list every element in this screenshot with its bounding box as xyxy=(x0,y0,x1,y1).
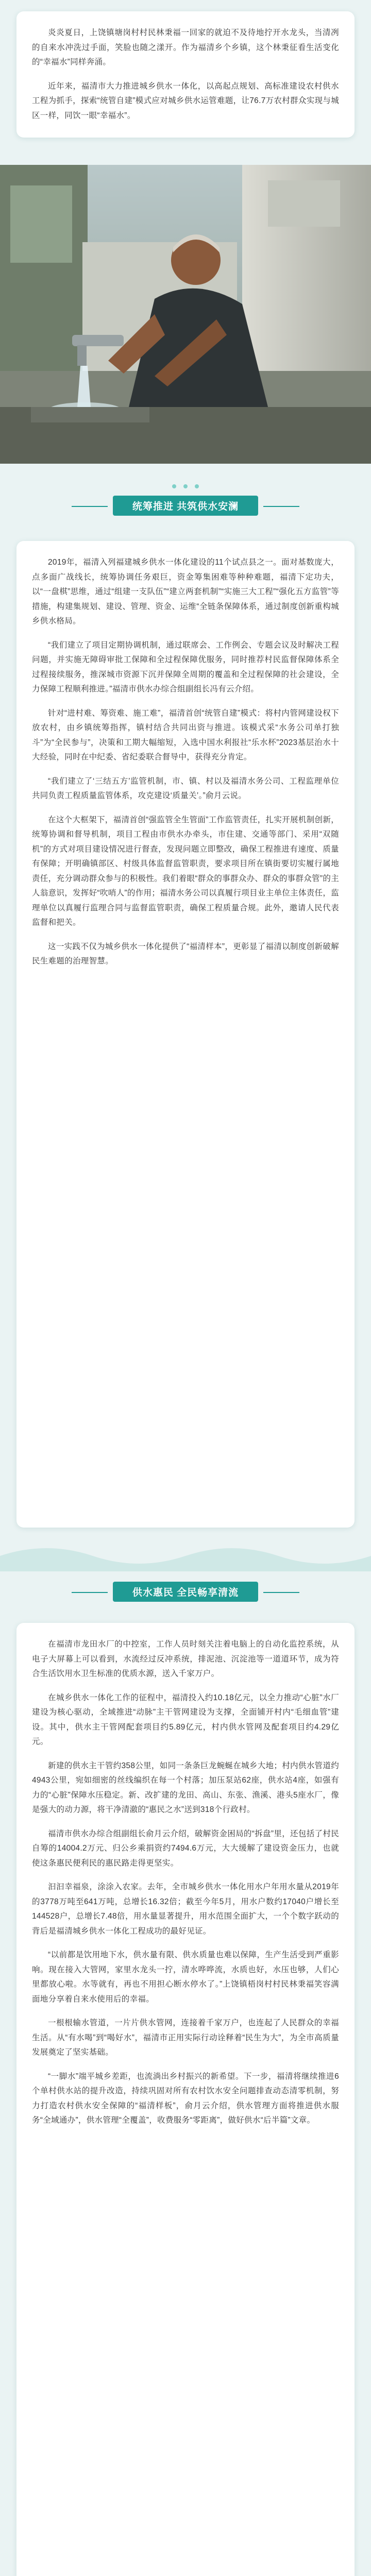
section2-title: 供水惠民 全民畅享清流 xyxy=(113,1582,258,1602)
intro-paragraph: 炎炎夏日，上饶镇塘岗村村民林秉福一回家的就迫不及待地拧开水龙头，当清冽的自来水冲洗过手面，笑脸也随之漾开。作为福清乡个乡镇，这个林秉征看生活变化的“幸福水”同样奔涌。 xyxy=(32,28,339,66)
section2-header xyxy=(0,1582,371,1602)
section1-title: 统筹推进 共筑供水安澜 xyxy=(113,496,258,516)
section1-paragraph: 针对“进村难、筹资难、施工难”，福清首创“统管自建”模式：将村内管网建设权下放农村，由乡镇统筹指挥，镇村结合共同出资与推进。该模式采“水务公司单打独斗”为“全民参与”，决策和工期大幅缩短，入选中国水利报社“乐水杯”2023基层治水十大经验，同时在中纪委、省纪委联合督导中，获得充分肯定。 xyxy=(32,708,339,761)
section2-paragraph: “以前都是饮用地下水，供水量有限、供水质量也难以保障，生产生活受到严重影响。现在接入大管网，家里水龙头一拧，清水哗哗流，水质也好，水压也够，人们心里都放心啦。水等就有，再也不用担心断水停水了。”上饶镇梧岗村村民林秉福笑容满面地分享着自来水使用后的幸福。 xyxy=(32,1951,339,2004)
section1-paragraph: “我们建立了‘三结五方’监管机制，市、镇、村以及福清水务公司、工程监理单位共同负责工程质量监管体系，攻克建设‘质量关’。”俞月云说。 xyxy=(32,776,339,800)
section2-paragraph: 福清市供水办综合组副组长俞月云介绍，破解资金困局的“拆盘”里，还包括了村民自筹的14004.2万元、归公乡乘捐资约7494.6万元，大大缓解了建设资金压力，也就使这条惠民便利民的惠民路走得更坚实。 xyxy=(32,1829,339,1868)
section1-paragraph: 这一实践不仅为城乡供水一体化提供了“福清样本”，更彰显了福清以制度创新破解民生难题的治理智慧。 xyxy=(32,942,339,965)
section1-paragraph: 在这个大框架下，福清首创“强监管全生管面”工作监管责任，扎实开展机制创新，统筹协调和督导机制，项目工程由市供水办牵头，市住建、交通等部门、采用“双随机”的方式对项目建设情况进行督查，发现问题立即整改，确保工程推进有速度、质量有保障；开明确镇部区、村级具体监督监管职责，要求项目所在镇街要切实履行属地责任，充分调动群众参与的积极性。我们着眼“群众的事群众办、群众的事群众管”的主人翁意识，发挥好“吹哨人”的作用；福清水务公司以真履行项目业主单位主体责任，监理单位以真履行监理合同与监督监管职责，确保工程质量合规。此外，邀请人民代表监督和把关。 xyxy=(32,815,339,927)
section2-card xyxy=(16,1623,355,2576)
section2-paragraph: 一根根输水管道，一片片供水管网，连接着千家万户，也连起了人民群众的幸福生活。从“有水喝”到“喝好水”，福清市正用实际行动诠释着“民生为大”，为全市高质量发展奠定了坚实基础。 xyxy=(32,2019,339,2057)
section2-paragraph: “一脚水”端平城乡差距，也流淌出乡村振兴的新希望。下一步，福清将继续推进6个单村供水站的提升改造，持续巩固对所有农村饮水安全问题排查动态清零机制，努力打造农村供水安全保障的“福清样板”，俞月云介绍，供水管理方面将推进供水服务“全域通办”，供水管理“全覆盖”，收费服务“零距离”，做好供水“后半篇”文章。 xyxy=(32,2072,339,2125)
wave-divider xyxy=(0,1540,371,1571)
section1-paragraph: 2019年，福清入列福建城乡供水一体化建设的11个试点县之一。面对基数庞大，点多面广战线长，统筹协调任务艰巨，资金筹集困难等种种难题，福清下定功夫，以“一盘棋”思维，通过“组建一支队伍”“建立两套机制”“实施三大工程”“强化五方监管”等措施，构建集规划、建设、管理、资金、运维“全链条保障体系，通过制度创新重构城乡供水格局。 xyxy=(32,558,339,625)
section1-card xyxy=(16,541,355,1528)
section1-header xyxy=(0,496,371,516)
section2-paragraph: 在城乡供水一体化工作的征程中，福清投入约10.18亿元，以全力推动“心脏”水厂建设为核心驱动，全域推进“动脉”主干管网建设为支撑，全面铺开村内“毛细血管”建设。其中，供水主干管网配套项目约5.89亿元，村内供水管网及配套项目约4.29亿元。 xyxy=(32,1693,339,1746)
intro-paragraph: 近年来，福清市大力推进城乡供水一体化，以高起点规划、高标准建设农村供水工程为抓手，探索“统管自建”模式应对城乡供水运管难题，让76.7万农村群众实现与城区一样，同饮一眼“幸福水”。 xyxy=(32,81,339,120)
section1-paragraph: “我们建立了项目定期协调机制，通过联席会、工作例会、专题会议及时解决工程问题，并实施无障碍审批工保障和全过程保障优服务，同时推荐村民监督保障体系全过程接续服务，推深城市资源下沉并保障全周期的覆盖和全过程保障的社会建设，全力保障工程顺利推进。”福清市供水办综合组副组长冯有云介绍。 xyxy=(32,640,339,693)
section2-paragraph: 在福清市龙田水厂的中控室，工作人员时刻关注着电脑上的自动化监控系统，从电子大屏幕上可以看到，水流经过反冲系统，排泥池、沉淀池等一道道环节，成为符合生活饮用水卫生标准的优质水源，送入千家万户。 xyxy=(32,1640,339,1678)
section2-paragraph: 新建的供水主干管约358公里，如同一条条巨龙蜿蜒在城乡大地；村内供水管道约4943公里，宛如细密的丝线编织在每一个村落；加压泵站62座，供水站4座，如强有力的“心脏”保障水压稳定。新、改扩建的龙田、高山、东张、渔溪、港头5座水厂，像是强大的动力源，将干净清澈的“惠民之水”送到318个行政村。 xyxy=(32,1761,339,1814)
intro-card xyxy=(16,11,355,138)
section2-paragraph: 汩汩幸福泉，涂涂入农家。去年，全市城乡供水一体化用水户年用水量从2019年的3778万吨至641万吨，总增长16.32倍；截至今年5月，用水户数约17040户增长至144528户，总增长7.48倍，用水量显著提升，用水范围全面扩大，一个个数字跃动的背后是福清城乡供水一体化工程成功的最好见证。 xyxy=(32,1883,339,1936)
villager-tap-photo xyxy=(0,165,371,464)
